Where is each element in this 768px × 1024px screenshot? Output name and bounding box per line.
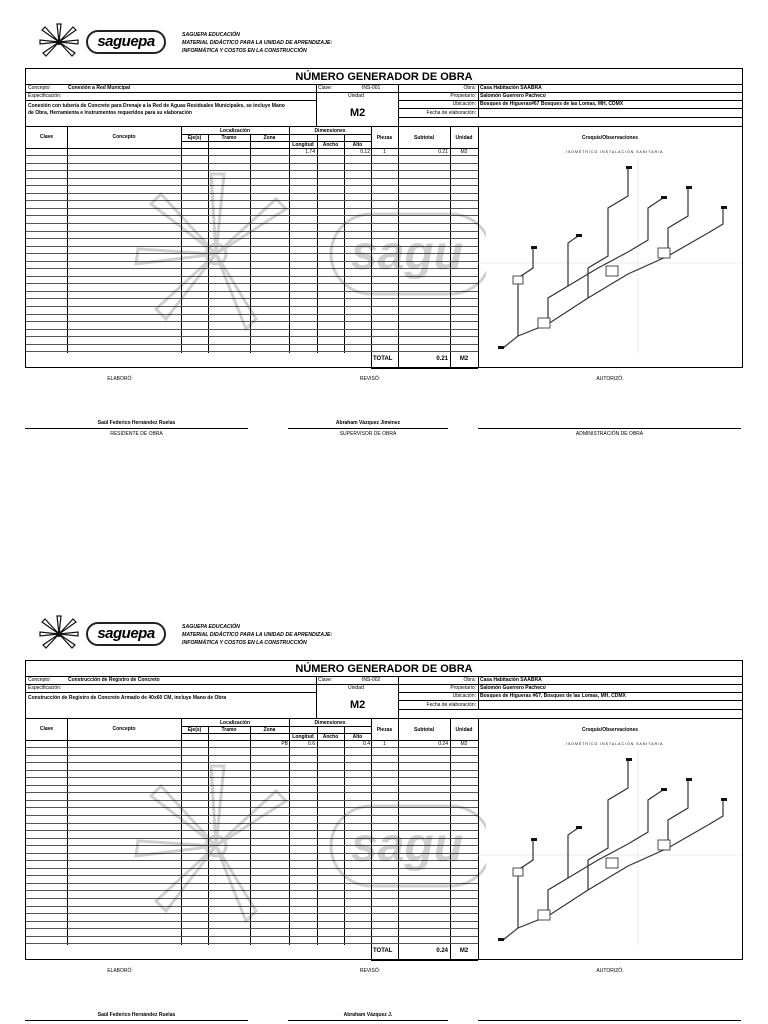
- table-row-line: [26, 883, 478, 884]
- row-alto: 0.4: [363, 741, 370, 747]
- brand-badge: saguepa: [86, 622, 166, 646]
- form-title: NÚMERO GENERADOR DE OBRA: [26, 69, 742, 85]
- col-clave: Clave: [39, 726, 54, 732]
- table-row-line: [26, 913, 478, 914]
- row-unidad: M2: [460, 149, 468, 155]
- col-tramo: Tramo: [221, 727, 237, 733]
- col-ejes: Eje(s): [187, 727, 202, 733]
- col-longitud: Longitud: [292, 734, 314, 740]
- table-row-line: [26, 193, 478, 194]
- autorizo-label: AUTORIZÓ:: [596, 968, 624, 974]
- table-row-line: [26, 800, 478, 801]
- table-row-line: [26, 785, 478, 786]
- table-row-line: [26, 853, 478, 854]
- especificacion-value-1: Construcción de Registro de Concreto Armado de 40x60 CM, incluye Mano de Obra: [28, 695, 227, 701]
- table-row-line: [26, 298, 478, 299]
- table-row-line: [26, 755, 478, 756]
- table-row-line: [26, 200, 478, 201]
- header-text: [182, 31, 332, 55]
- especificacion-label: Especificación:: [28, 685, 62, 691]
- total-unit: M2: [459, 356, 469, 362]
- table-row-line: [26, 268, 478, 269]
- saguepa-logo-icon: [36, 22, 82, 62]
- administracion-label: ADMINISTRACIÓN DE OBRA: [575, 431, 644, 437]
- col-tramo: Tramo: [221, 135, 237, 141]
- table-row-line: [26, 890, 478, 891]
- reviso-nombre: Abraham Vázquez Jiménez: [335, 420, 401, 426]
- row-zona: PB: [281, 741, 288, 747]
- col-concepto: Concepto: [112, 134, 136, 140]
- unidad-value: M2: [350, 107, 366, 119]
- clave-value: INS-001: [362, 85, 381, 91]
- table-row-line: [26, 351, 478, 352]
- elaboro-nombre: Saúl Federico Hernández Ruelas: [97, 1012, 176, 1018]
- ubicacion-label: Ubicación:: [452, 101, 476, 107]
- watermark-text: sagu: [351, 819, 464, 872]
- col-ejes: Eje(s): [187, 135, 202, 141]
- clave-label: Clave:: [318, 85, 333, 91]
- row-unidad: M2: [460, 741, 468, 747]
- table-row-line: [26, 928, 478, 929]
- table-row-line: [26, 261, 478, 262]
- especificacion-value-2: de Obra, Herramienta e Instrumentos requeridos para su elaboración: [28, 110, 192, 116]
- concepto-label: Concepto:: [28, 85, 51, 91]
- table-row-line: [26, 868, 478, 869]
- col-unidad: Unidad: [455, 727, 473, 733]
- row-subtotal: 0.24: [438, 741, 448, 747]
- propietario-label: Propietario:: [450, 93, 476, 99]
- autorizo-label: AUTORIZÓ:: [596, 376, 624, 382]
- table-row-line: [26, 906, 478, 907]
- table-row-line: [26, 815, 478, 816]
- watermark-text: sagu: [351, 227, 464, 280]
- table-row-line: [26, 246, 478, 247]
- col-longitud: Longitud: [292, 142, 314, 148]
- col-croquis: Croquis/Observaciones: [581, 135, 639, 141]
- table-row-line: [26, 792, 478, 793]
- reviso-label: REVISÓ:: [359, 376, 381, 382]
- concepto-label: Concepto:: [28, 677, 51, 683]
- propietario-value: Salomón Guerrero Pacheco: [480, 685, 546, 691]
- table-row-line: [26, 344, 478, 345]
- table-row-line: [26, 823, 478, 824]
- table-row-line: [26, 306, 478, 307]
- reviso-nombre: Abraham Vázquez J.: [343, 1012, 393, 1018]
- total-value: 0.21: [436, 356, 448, 362]
- croquis-area: [478, 148, 742, 353]
- sketch-title: ISOMÉTRICO INSTALACIÓN SANITARIA: [566, 742, 664, 746]
- table-row-line: [26, 936, 478, 937]
- form-title: NÚMERO GENERADOR DE OBRA: [26, 661, 742, 677]
- header-line-3: INFORMÁTICA Y COSTOS EN LA CONSTRUCCIÓN: [182, 48, 307, 54]
- row-longitud: 0.6: [308, 741, 315, 747]
- header: [36, 22, 596, 62]
- clave-value: INS-002: [362, 677, 381, 683]
- table-row-line: [26, 921, 478, 922]
- propietario-value: Salomón Guerrero Pacheco: [480, 93, 546, 99]
- header: [36, 614, 596, 654]
- form-frame: [25, 68, 743, 368]
- total-label: TOTAL: [373, 948, 393, 954]
- elaboro-nombre: Saúl Federico Hernández Ruelas: [97, 420, 176, 426]
- col-subtotal: Subtotal: [414, 135, 434, 141]
- saguepa-logo-icon: [36, 614, 82, 654]
- ubicacion-label: Ubicación:: [452, 693, 476, 699]
- table-row-line: [26, 838, 478, 839]
- row-piezas: 1: [383, 149, 386, 155]
- isometric-drawing: [478, 740, 742, 945]
- unidad-label: Unidad: [348, 93, 364, 99]
- isometric-drawing: [478, 148, 742, 353]
- clave-label: Clave:: [318, 677, 333, 683]
- concepto-value: Construcción de Registro de Concreto: [68, 677, 160, 683]
- table-row-line: [26, 321, 478, 322]
- header-line-2: MATERIAL DIDÁCTICO PARA LA UNIDAD DE APRENDIZAJE:: [182, 40, 333, 46]
- brand-badge: saguepa: [86, 30, 166, 54]
- table-row-line: [26, 329, 478, 330]
- col-localizacion: Localización: [219, 128, 250, 134]
- col-croquis: Croquis/Observaciones: [581, 727, 639, 733]
- supervisor-label: SUPERVISOR DE OBRA: [339, 431, 397, 437]
- row-alto: 0.12: [360, 149, 370, 155]
- col-zona: Zona: [263, 135, 276, 141]
- table-row-line: [26, 336, 478, 337]
- table-row-line: [26, 898, 478, 899]
- header-line-2: MATERIAL DIDÁCTICO PARA LA UNIDAD DE APRENDIZAJE:: [182, 632, 333, 638]
- col-dimensiones: Dimensiones: [314, 720, 346, 726]
- table-row-line: [26, 314, 478, 315]
- especificacion-value-1: Conexión con tubería de Concreto para Drenaje a la Red de Aguas Residuales Municipales, se incluye Mano: [28, 103, 285, 109]
- ubicacion-value: Bosques de Higueras#67 Bosques de las Lomas, MH, CDMX: [480, 101, 624, 107]
- total-label: TOTAL: [373, 356, 393, 362]
- col-zona: Zona: [263, 727, 276, 733]
- fecha-label: Fecha de elaboración:: [426, 110, 476, 116]
- table-row-line: [26, 830, 478, 831]
- table-row-line: [26, 178, 478, 179]
- obra-label: Obra:: [463, 677, 476, 683]
- table-row-line: [26, 208, 478, 209]
- col-piezas: Piezas: [376, 727, 393, 733]
- header-text: [182, 623, 332, 647]
- header-line-1: SAGUEPA EDUCACIÓN: [182, 32, 240, 38]
- header-line-3: INFORMÁTICA Y COSTOS EN LA CONSTRUCCIÓN: [182, 640, 307, 646]
- obra-label: Obra:: [463, 85, 476, 91]
- header-line-1: SAGUEPA EDUCACIÓN: [182, 624, 240, 630]
- col-subtotal: Subtotal: [414, 727, 434, 733]
- col-unidad: Unidad: [455, 135, 473, 141]
- row-subtotal: 0.21: [438, 149, 448, 155]
- table-row-line: [26, 291, 478, 292]
- table-row-line: [26, 231, 478, 232]
- row-longitud: 1.74: [305, 149, 315, 155]
- croquis-area: [478, 740, 742, 945]
- col-dimensiones: Dimensiones: [314, 128, 346, 134]
- row-piezas: 1: [383, 741, 386, 747]
- table-row-line: [26, 860, 478, 861]
- col-piezas: Piezas: [376, 135, 393, 141]
- table-row-line: [26, 283, 478, 284]
- col-concepto: Concepto: [112, 726, 136, 732]
- col-ancho: Ancho: [322, 142, 339, 148]
- ubicacion-value: Bosques de Higueras #67, Bosques de las Lomas, MH, CDMX: [480, 693, 626, 699]
- fecha-label: Fecha de elaboración:: [426, 702, 476, 708]
- col-alto: Alto: [352, 734, 363, 740]
- total-value: 0.24: [436, 948, 448, 954]
- col-ancho: Ancho: [322, 734, 339, 740]
- table-row-line: [26, 163, 478, 164]
- residente-label: RESIDENTE DE OBRA: [110, 431, 163, 437]
- table-row-line: [26, 238, 478, 239]
- col-clave: Clave: [39, 134, 54, 140]
- table-row-line: [26, 276, 478, 277]
- table-row-line: [26, 777, 478, 778]
- obra-value: Casa Habitación SAABRA: [480, 677, 542, 683]
- obra-value: Casa Habitación SAABRA: [480, 85, 542, 91]
- elaboro-label: ELABORÓ:: [107, 968, 133, 974]
- propietario-label: Propietario:: [450, 685, 476, 691]
- table-row-line: [26, 770, 478, 771]
- unidad-label: Unidad: [348, 685, 364, 691]
- table-row-line: [26, 215, 478, 216]
- concepto-value: Conexión a Red Municipal: [68, 85, 131, 91]
- total-unit: M2: [459, 948, 469, 954]
- col-localizacion: Localización: [219, 720, 250, 726]
- table-row-line: [26, 762, 478, 763]
- table-row-line: [26, 170, 478, 171]
- sketch-title: ISOMÉTRICO INSTALACIÓN SANITARIA: [566, 150, 664, 154]
- reviso-label: REVISÓ:: [359, 968, 381, 974]
- col-alto: Alto: [352, 142, 363, 148]
- unidad-value: M2: [350, 699, 366, 711]
- table-row-line: [26, 807, 478, 808]
- table-row-line: [26, 875, 478, 876]
- table-row-line: [26, 253, 478, 254]
- table-row-line: [26, 185, 478, 186]
- especificacion-label: Especificación:: [28, 93, 62, 99]
- table-row-line: [26, 223, 478, 224]
- table-row-line: [26, 845, 478, 846]
- table-row-line: [26, 943, 478, 944]
- form-frame: [25, 660, 743, 960]
- elaboro-label: ELABORÓ:: [107, 376, 133, 382]
